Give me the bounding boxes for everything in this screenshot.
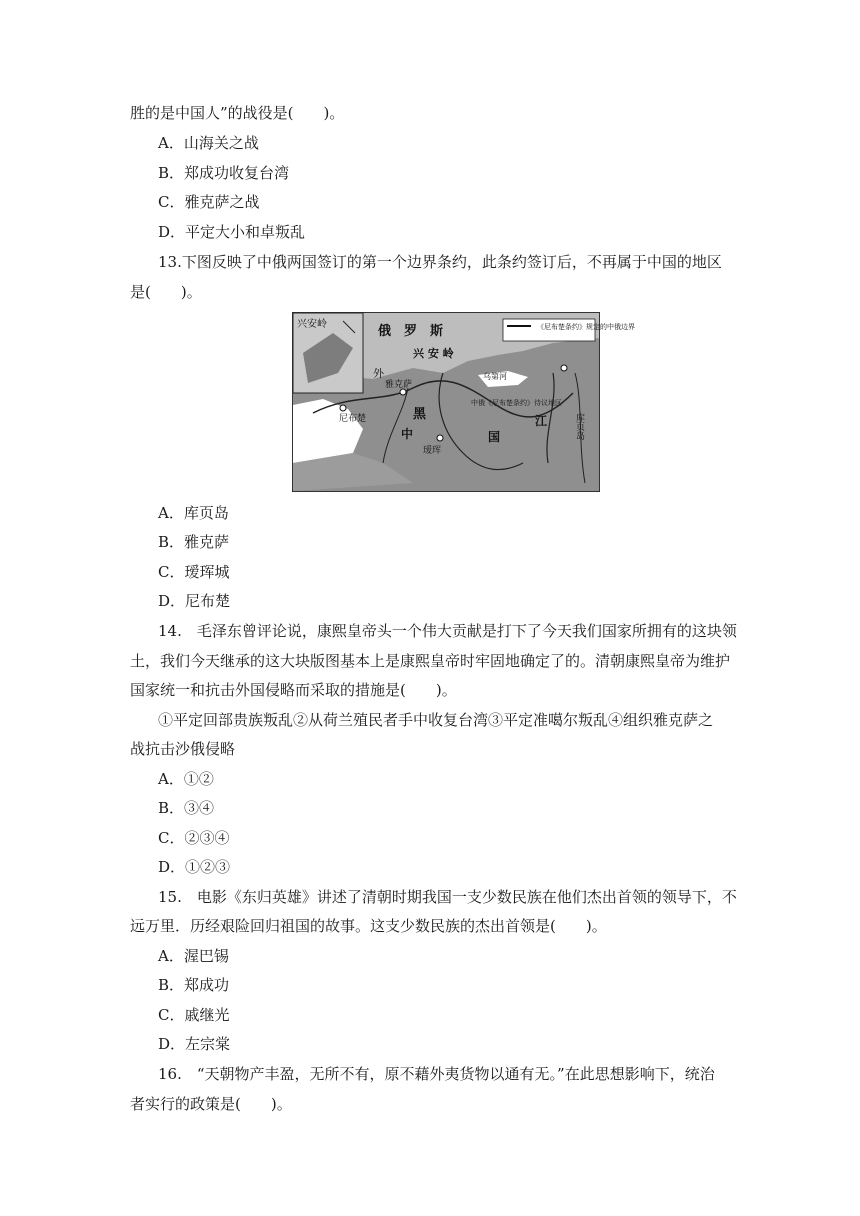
aihun-label: 瑷珲 [423, 446, 442, 456]
q12-stem-tail: 胜的是中国人”的战役是( )。 [130, 104, 345, 122]
q13-stem-line1: 13.下图反映了中俄两国签订的第一个边界条约，此条约签订后，不再属于中国的地区 [158, 253, 722, 271]
q12-option-a: A．山海关之战 [158, 134, 259, 152]
nibuchu-label: 尼布楚 [339, 414, 367, 424]
inset-label: 兴安岭 [297, 319, 327, 330]
q15-option-d: D．左宗棠 [158, 1035, 231, 1053]
q13-stem-line2: 是( )。 [130, 283, 202, 301]
q15-stem-line1: 15. 电影《东归英雄》讲述了清朝时期我国一支少数民族在他们杰出首领的领导下，不 [158, 888, 737, 906]
aihun-marker [437, 435, 443, 441]
q13-option-d: D．尼布楚 [158, 592, 231, 610]
yakesa-label: 雅克萨 [385, 380, 413, 390]
xinganling-label: 兴 安 岭 [413, 347, 454, 360]
q15-option-a: A．渥巴锡 [158, 947, 229, 965]
jiang-label: 江 [535, 414, 548, 428]
q14-stem-line1: 14. 毛泽东曾评论说，康熙皇帝头一个伟大贡献是打下了今天我们国家所拥有的这块领 [158, 622, 737, 640]
q16-stem-line2: 者实行的政策是( )。 [130, 1095, 292, 1113]
nibuchu-marker [340, 405, 346, 411]
wai-label: 外 [373, 367, 384, 380]
zhong-label: 中 [401, 427, 414, 441]
q14-items-line1: ①平定回部贵族叛乱②从荷兰殖民者手中收复台湾③平定准噶尔叛乱④组织雅克萨之 [158, 711, 714, 729]
legend-label: 《尼布楚条约》规定的中俄边界 [537, 323, 635, 331]
q14-option-b: B．③④ [158, 799, 215, 817]
guo-label: 国 [488, 430, 501, 444]
q14-option-c: C．②③④ [158, 829, 230, 847]
q14-option-a: A．①② [158, 770, 214, 788]
q16-stem-line1: 16. “天朝物产丰盈，无所不有，原不藉外夷货物以通有无。”在此思想影响下，统治 [158, 1065, 715, 1083]
kuye-label: 库页岛 [574, 413, 584, 440]
kuye-marker [561, 365, 567, 371]
russia-label: 俄 罗 斯 [378, 324, 444, 339]
q15-option-c: C．戚继光 [158, 1006, 230, 1024]
q13-option-b: B．雅克萨 [158, 533, 230, 551]
q13-option-c: C．瑷珲城 [158, 563, 230, 581]
q12-option-d: D．平定大小和卓叛乱 [158, 223, 306, 241]
q14-items-line2: 战抗击沙俄侵略 [130, 740, 236, 758]
heilong-label: 黑 [413, 407, 427, 422]
q12-option-b: B．郑成功收复台湾 [158, 164, 290, 182]
wudihe-label: 乌第河 [483, 372, 507, 381]
q15-stem-line2: 远万里．历经艰险回归祖国的故事。这支少数民族的杰出首领是( )。 [130, 917, 607, 935]
treaty-map [292, 312, 635, 492]
q13-option-a: A．库页岛 [158, 504, 229, 522]
dispute-label: 中俄《尼布楚条约》待议地区 [471, 399, 562, 407]
q14-stem-line2: 土，我们今天继承的这大块版图基本上是康熙皇帝时牢固地确定了的。清朝康熙皇帝为维护 [130, 652, 731, 670]
q12-option-c: C．雅克萨之战 [158, 193, 260, 211]
q15-option-b: B．郑成功 [158, 976, 230, 994]
treaty-map-svg [293, 313, 635, 491]
q14-option-d: D．①②③ [158, 858, 231, 876]
q14-stem-line3: 国家统一和抗击外国侵略而采取的措施是( )。 [130, 681, 457, 699]
